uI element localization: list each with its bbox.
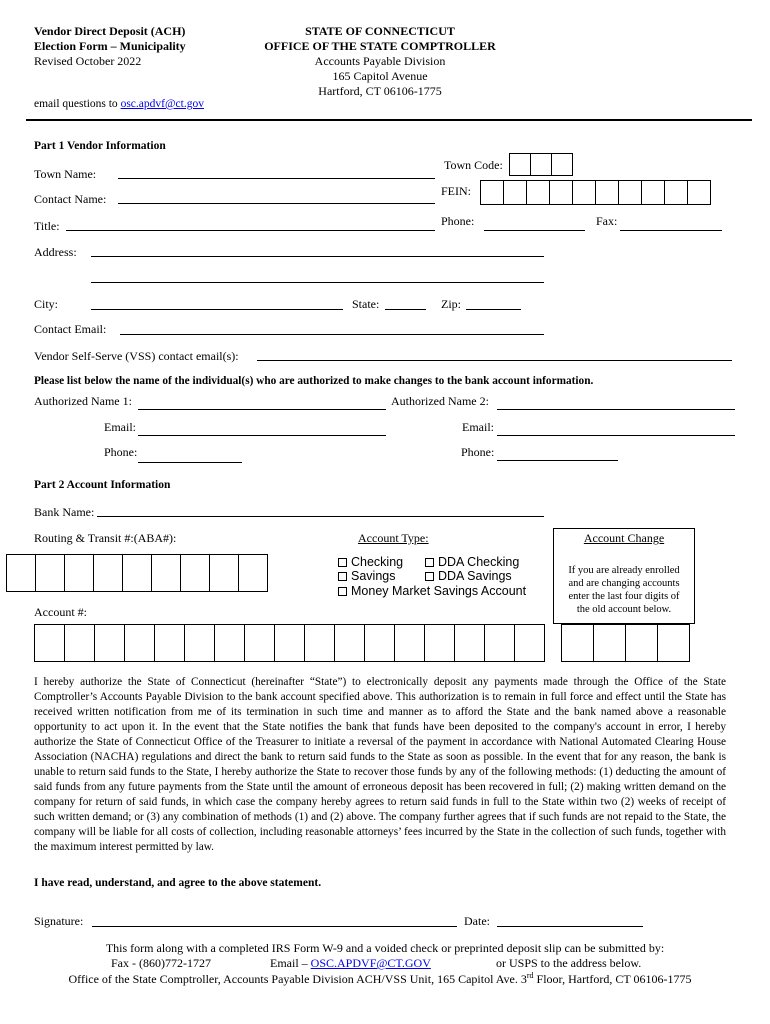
form-title-line-2: Election Form – Municipality	[34, 39, 186, 53]
fax-label: Fax:	[596, 214, 618, 228]
old-account-digit-box[interactable]	[625, 624, 658, 662]
account-type-label: Account Type:	[358, 531, 429, 545]
address-field-1[interactable]	[91, 256, 544, 257]
town-name-label: Town Name:	[34, 167, 97, 181]
phone-field[interactable]	[484, 230, 585, 231]
savings-label: Savings	[351, 569, 396, 583]
account-digit-box[interactable]	[124, 624, 155, 662]
fein-digit-box[interactable]	[595, 180, 619, 205]
savings-option[interactable]	[338, 569, 395, 583]
footer-address-main: Office of the State Comptroller, Accounts Payable Division ACH/VSS Unit, 165 Capitol Ave. 3	[68, 972, 527, 986]
vss-email-field[interactable]	[257, 360, 732, 361]
city-label: City:	[34, 297, 59, 311]
zip-field[interactable]	[466, 309, 521, 310]
fein-digit-box[interactable]	[572, 180, 596, 205]
title-label: Title:	[34, 219, 60, 233]
bank-name-label: Bank Name:	[34, 505, 95, 519]
account-digit-box[interactable]	[364, 624, 395, 662]
auth-phone-1-label: Phone:	[104, 445, 138, 459]
authorization-paragraph: I hereby authorize the State of Connecticut (hereinafter “State”) to electronically deposit any payments made through the Office of the State Comptroller’s Accounts Payable Division to the bank account specified above. This authorization is to remain in full force and effect until the State has received written notification from me of its termination in such time and manner as to afford the State and the bank named above a reasonable opportunity to act upon it. In the event that the State notifies the bank that funds have been deposited to the company's account in error, I hereby authorize the State of Connecticut Office of the Treasurer to initiate a reversal of the payment in accordance with National Automated Clearing House Association (NACHA) regulations and direct the bank to return said funds to the State as soon as possible. In the event that for any reason, the bank is unable to return said funds to the State, I hereby authorize the State to recover those funds by any of the following methods: (1) deducting the amount of said funds from any future payments from the State until the amount of erroneous deposit has been recovered in full; (2) making written demand on the company for return of said funds, in which case the company hereby agrees to return said funds in full to the State within two (2) weeks of receipt of such written demand; or (3) any combination of methods (1) and (2) above. The company further agrees that if such funds are not repaid to the State, the company will be liable for all costs of collection, including reasonable attorneys’ fees incurred by the State in the collection of such funds, together with the maximum interest permitted by law.	[34, 676, 726, 853]
account-digit-box[interactable]	[154, 624, 185, 662]
auth-phone-2-field[interactable]	[497, 460, 618, 461]
email-questions	[34, 98, 204, 110]
fein-digit-box[interactable]	[526, 180, 550, 205]
fein-digit-box[interactable]	[664, 180, 688, 205]
authorized-instruction: Please list below the name of the individual(s) who are authorized to make changes to the bank account information.	[34, 375, 594, 387]
account-change-text-4: the old account below.	[576, 604, 672, 615]
account-digit-box[interactable]	[274, 624, 305, 662]
account-digit-box[interactable]	[184, 624, 215, 662]
footer-email-label: Email –	[270, 956, 311, 970]
date-label: Date:	[464, 914, 490, 928]
checkbox-icon[interactable]	[425, 572, 434, 581]
town-code-box[interactable]	[530, 153, 552, 176]
auth-phone-1-field[interactable]	[138, 462, 242, 463]
phone-label: Phone:	[441, 214, 475, 228]
signature-label: Signature:	[34, 914, 84, 928]
address-field-2[interactable]	[91, 282, 544, 283]
contact-email-field[interactable]	[120, 334, 544, 335]
checkbox-icon[interactable]	[338, 572, 347, 581]
account-change-text-1: If you are already enrolled	[568, 565, 680, 576]
header-divider	[26, 119, 752, 121]
account-digit-box[interactable]	[94, 624, 125, 662]
auth-email-2-field[interactable]	[497, 435, 735, 436]
address-label: Address:	[34, 245, 77, 259]
fein-digit-box[interactable]	[549, 180, 573, 205]
fein-digit-box[interactable]	[641, 180, 665, 205]
dda-savings-label: DDA Savings	[438, 569, 512, 583]
footer-address-rest: Floor, Hartford, CT 06106-1775	[533, 972, 692, 986]
routing-label: Routing & Transit #:(ABA#):	[34, 531, 177, 545]
town-code-box[interactable]	[509, 153, 531, 176]
signature-field[interactable]	[92, 926, 457, 927]
town-code-label: Town Code:	[444, 158, 503, 172]
dda-checking-label: DDA Checking	[438, 555, 520, 569]
contact-name-label: Contact Name:	[34, 192, 107, 206]
money-market-label: Money Market Savings Account	[351, 584, 527, 598]
bank-name-field[interactable]	[97, 516, 544, 517]
email-questions-label: email questions to	[34, 98, 121, 110]
state-field[interactable]	[385, 309, 426, 310]
title-field[interactable]	[66, 230, 435, 231]
routing-digit-box[interactable]	[151, 554, 181, 592]
account-digit-box[interactable]	[424, 624, 455, 662]
town-name-field[interactable]	[118, 178, 435, 179]
agency-office: OFFICE OF THE STATE COMPTROLLER	[264, 39, 496, 53]
footer-email	[270, 956, 431, 971]
routing-digit-box[interactable]	[93, 554, 123, 592]
account-digit-box[interactable]	[214, 624, 245, 662]
part1-heading: Part 1 Vendor Information	[34, 140, 166, 152]
account-digit-box[interactable]	[454, 624, 485, 662]
fax-field[interactable]	[620, 230, 722, 231]
footer-email-link[interactable]: OSC.APDVF@CT.GOV	[310, 956, 431, 970]
footer-fax: Fax - (860)772-1727	[111, 956, 211, 970]
agree-statement: I have read, understand, and agree to the above statement.	[34, 877, 322, 889]
fein-digit-box[interactable]	[480, 180, 504, 205]
checkbox-icon[interactable]	[338, 558, 347, 567]
contact-name-field[interactable]	[118, 203, 435, 204]
routing-digit-box[interactable]	[209, 554, 239, 592]
auth-email-2-label: Email:	[462, 420, 494, 434]
vss-email-label: Vendor Self-Serve (VSS) contact email(s):	[34, 349, 239, 363]
agency-division: Accounts Payable Division	[314, 54, 446, 68]
city-field[interactable]	[91, 309, 343, 310]
account-change-text-2: and are changing accounts	[568, 578, 680, 589]
account-digit-box[interactable]	[34, 624, 65, 662]
footer-address	[0, 971, 760, 987]
agency-city: Hartford, CT 06106-1775	[318, 84, 442, 98]
account-digit-box[interactable]	[394, 624, 425, 662]
routing-digit-box[interactable]	[122, 554, 152, 592]
auth-phone-2-label: Phone:	[461, 445, 495, 459]
contact-email-label: Contact Email:	[34, 322, 107, 336]
zip-label: Zip:	[441, 297, 461, 311]
state-label: State:	[352, 297, 380, 311]
account-digit-box[interactable]	[514, 624, 545, 662]
footer-address-sup: rd	[526, 971, 534, 980]
routing-digit-box[interactable]	[180, 554, 210, 592]
authorized-name-2-label: Authorized Name 2:	[391, 394, 489, 408]
old-account-digit-box[interactable]	[593, 624, 626, 662]
account-digit-box[interactable]	[64, 624, 95, 662]
auth-email-1-label: Email:	[104, 420, 136, 434]
account-digit-box[interactable]	[484, 624, 515, 662]
routing-digit-box[interactable]	[64, 554, 94, 592]
checking-label: Checking	[351, 555, 404, 569]
revised-date: Revised October 2022	[34, 54, 142, 68]
account-digit-box[interactable]	[244, 624, 275, 662]
fein-digit-box[interactable]	[687, 180, 711, 205]
dda-savings-option[interactable]	[425, 569, 512, 583]
authorized-name-2-field[interactable]	[497, 409, 735, 410]
account-number-label: Account #:	[34, 605, 87, 619]
email-questions-link[interactable]: osc.apdvf@ct.gov	[120, 98, 204, 110]
agency-street: 165 Capitol Avenue	[332, 69, 428, 83]
account-digit-box[interactable]	[304, 624, 335, 662]
account-digit-box[interactable]	[334, 624, 365, 662]
routing-digit-box[interactable]	[6, 554, 36, 592]
authorized-name-1-field[interactable]	[138, 409, 386, 410]
old-account-digit-box[interactable]	[561, 624, 594, 662]
fein-digit-box[interactable]	[503, 180, 527, 205]
routing-digit-box[interactable]	[35, 554, 65, 592]
authorized-name-1-label: Authorized Name 1:	[34, 394, 132, 408]
checkbox-icon[interactable]	[425, 558, 434, 567]
checking-option[interactable]	[338, 555, 403, 569]
account-change-title: Account Change	[583, 531, 665, 545]
auth-email-1-field[interactable]	[138, 435, 386, 436]
fein-label: FEIN:	[441, 184, 471, 198]
old-account-digit-box[interactable]	[657, 624, 690, 662]
agency-name: STATE OF CONNECTICUT	[305, 24, 455, 38]
checkbox-icon[interactable]	[338, 587, 347, 596]
town-code-box[interactable]	[551, 153, 573, 176]
date-field[interactable]	[497, 926, 643, 927]
footer-usps: or USPS to the address below.	[496, 956, 642, 970]
footer-instructions: This form along with a completed IRS Form W-9 and a voided check or preprinted deposit slip can be submitted by:	[105, 941, 665, 955]
routing-digit-box[interactable]	[238, 554, 268, 592]
account-change-text-3: enter the last four digits of	[568, 591, 680, 602]
form-title-line-1: Vendor Direct Deposit (ACH)	[34, 24, 186, 38]
dda-checking-option[interactable]	[425, 555, 519, 569]
part2-heading: Part 2 Account Information	[34, 479, 171, 491]
fein-digit-box[interactable]	[618, 180, 642, 205]
money-market-option[interactable]	[338, 584, 526, 598]
